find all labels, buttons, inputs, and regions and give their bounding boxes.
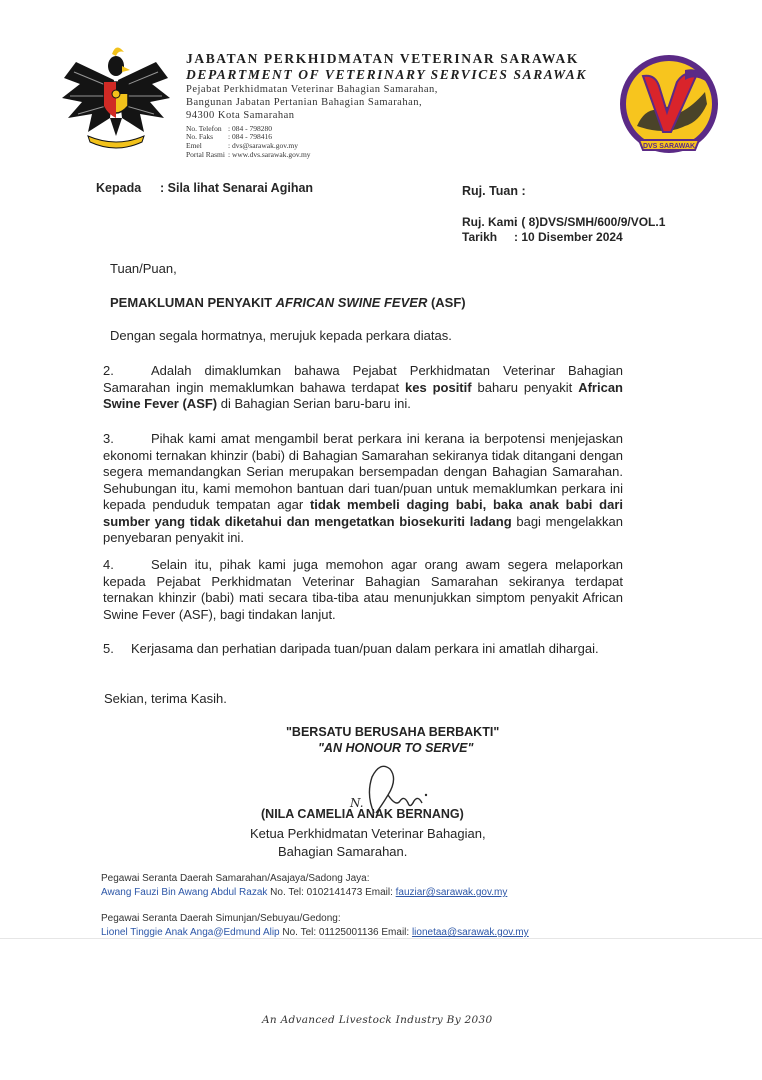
contact-phone-simunjan: No. Tel: 01125001136 bbox=[279, 927, 379, 938]
contact-heading-samarahan: Pegawai Seranta Daerah Samarahan/Asajaya/Sadong Jaya: bbox=[101, 873, 370, 884]
tarikh-label: Tarikh bbox=[462, 230, 498, 244]
paragraph-2-text-1: Adalah dimaklumkan bahawa Pejabat Perkhidmatan Veterinar Bahagian Samarahan ingin memaklumkan bahawa terdapat bbox=[103, 363, 623, 395]
paragraph-3-text-1: Pihak kami amat mengambil berat perkara ini kerana ia berpotensi menjejaskan ekonomi ternakan khinzir (babi) di Bahagian Samarahan sekiranya tidak ditangani dengan segera memandangkan Serian merupakan bersempadan dengan Bahagian Samarahan. Sehubungan itu, kami memohon bantuan dari tuan/puan untuk memaklumkan perkara ini kepada penduduk tempatan agar bbox=[103, 431, 623, 512]
salutation: Tuan/Puan, bbox=[110, 261, 177, 276]
slogan-malay: "BERSATU BERUSAHA BERBAKTI" bbox=[286, 725, 500, 739]
scan-divider-line bbox=[0, 938, 762, 939]
paragraph-2-bold-1: kes positif bbox=[404, 379, 472, 395]
contact-email-value: : dvs@sarawak.gov.my bbox=[228, 141, 298, 150]
address-line-3: 94300 Kota Samarahan bbox=[186, 110, 295, 121]
ruj-kami-label: Ruj. Kami bbox=[462, 215, 518, 229]
contact-email-label-simunjan: Email: bbox=[378, 927, 412, 938]
footer-motto: An Advanced Livestock Industry By 2030 bbox=[262, 1014, 493, 1026]
paragraph-2-text-2: baharu penyakit bbox=[471, 379, 579, 395]
contact-phone-value: : 084 - 798280 bbox=[228, 124, 272, 133]
contact-phone-samarahan: No. Tel: 0102141473 bbox=[267, 887, 363, 898]
address-line-1: Pejabat Perkhidmatan Veterinar Bahagian Samarahan, bbox=[186, 84, 438, 95]
intro-paragraph: Dengan segala hormatnya, merujuk kepada perkara diatas. bbox=[110, 328, 452, 343]
signatory-title-2: Bahagian Samarahan. bbox=[278, 844, 408, 859]
contact-email-simunjan[interactable]: lionetaa@sarawak.gov.my bbox=[411, 927, 529, 938]
paragraph-3-bold-1: tidak membeli daging babi, baka anak babi dari sumber yang tidak diketahui dan mengetatkan biosekuriti ladang bbox=[103, 497, 623, 529]
paragraph-3-text-2: bagi mengelakkan penyebaran penyakit ini. bbox=[103, 513, 623, 545]
ruj-kami-value: : ( 8)DVS/SMH/600/9/VOL.1 bbox=[514, 215, 666, 229]
subject-prefix: PEMAKLUMAN PENYAKIT bbox=[110, 295, 276, 310]
address-line-2: Bangunan Jabatan Pertanian Bahagian Samarahan, bbox=[186, 97, 423, 108]
contact-fax-value: : 084 - 798416 bbox=[228, 132, 272, 141]
subject-italic: AFRICAN SWINE FEVER bbox=[275, 295, 428, 310]
contact-portal-value: : www.dvs.sarawak.gov.my bbox=[228, 150, 311, 159]
contact-email-label: Emel bbox=[186, 141, 202, 150]
organization-name-english: DEPARTMENT OF VETERINARY SERVICES SARAWAK bbox=[186, 67, 587, 82]
paragraph-2-bold-2: African Swine Fever (ASF) bbox=[103, 379, 623, 411]
paragraph-5-text: Kerjasama dan perhatian daripada tuan/puan dalam perkara ini amatlah dihargai. bbox=[131, 641, 599, 656]
sarawak-crest-logo bbox=[58, 40, 174, 156]
dvs-sarawak-logo bbox=[615, 52, 723, 160]
paragraph-5-number: 5. bbox=[103, 641, 114, 656]
ruj-tuan: Ruj. Tuan : bbox=[462, 184, 526, 198]
contact-portal bbox=[186, 150, 311, 159]
contact-email-samarahan[interactable]: fauziar@sarawak.gov.my bbox=[395, 887, 508, 898]
paragraph-5 bbox=[103, 641, 623, 658]
paragraph-3 bbox=[103, 431, 623, 547]
paragraph-4-text: Selain itu, pihak kami juga memohon agar orang awam segera melaporkan kepada Pejabat Perkhidmatan Veterinar Bahagian Samarahan sekiranya terdapat ternakan khinzir (babi) mati secara tiba-tiba atau menunjukkan simptom penyakit African Swine Fever (ASF), bagi tindakan lanjut. bbox=[103, 557, 623, 622]
signature-initials: N. bbox=[350, 796, 364, 810]
tarikh-value: : 10 Disember 2024 bbox=[514, 230, 623, 244]
dvs-logo-text: DVS SARAWAK bbox=[642, 143, 696, 150]
kepada-value: : Sila lihat Senarai Agihan bbox=[160, 181, 314, 195]
signatory-name: (NILA CAMELIA ANAK BERNANG) bbox=[261, 807, 464, 821]
paragraph-2 bbox=[103, 363, 623, 413]
contact-line-samarahan bbox=[101, 887, 507, 898]
contact-portal-label: Portal Rasmi bbox=[186, 150, 225, 159]
paragraph-3-number: 3. bbox=[103, 431, 114, 446]
paragraph-4 bbox=[103, 557, 623, 623]
closing-line: Sekian, terima Kasih. bbox=[104, 691, 227, 706]
contact-line-simunjan bbox=[101, 927, 529, 938]
paragraph-2-text-3: di Bahagian Serian baru-baru ini. bbox=[217, 396, 411, 411]
paragraph-4-number: 4. bbox=[103, 557, 114, 572]
slogan-english: "AN HONOUR TO SERVE" bbox=[318, 741, 474, 755]
paragraph-2-number: 2. bbox=[103, 363, 114, 378]
contact-heading-simunjan: Pegawai Seranta Daerah Simunjan/Sebuyau/Gedong: bbox=[101, 913, 341, 924]
organization-name-malay: JABATAN PERKHIDMATAN VETERINAR SARAWAK bbox=[186, 51, 579, 66]
signatory-title-1: Ketua Perkhidmatan Veterinar Bahagian, bbox=[250, 826, 486, 841]
kepada-label: Kepada bbox=[96, 181, 142, 195]
contact-email bbox=[186, 141, 298, 150]
contact-name-samarahan: Awang Fauzi Bin Awang Abdul Razak bbox=[101, 887, 268, 898]
contact-fax-label: No. Faks bbox=[186, 132, 214, 141]
contact-name-simunjan: Lionel Tinggie Anak Anga@Edmund Alip bbox=[101, 927, 280, 938]
subject-line bbox=[110, 295, 466, 312]
contact-fax bbox=[186, 132, 272, 141]
contact-phone-label: No. Telefon bbox=[186, 124, 222, 133]
contact-email-label-samarahan: Email: bbox=[362, 887, 396, 898]
subject-suffix: (ASF) bbox=[427, 295, 466, 310]
